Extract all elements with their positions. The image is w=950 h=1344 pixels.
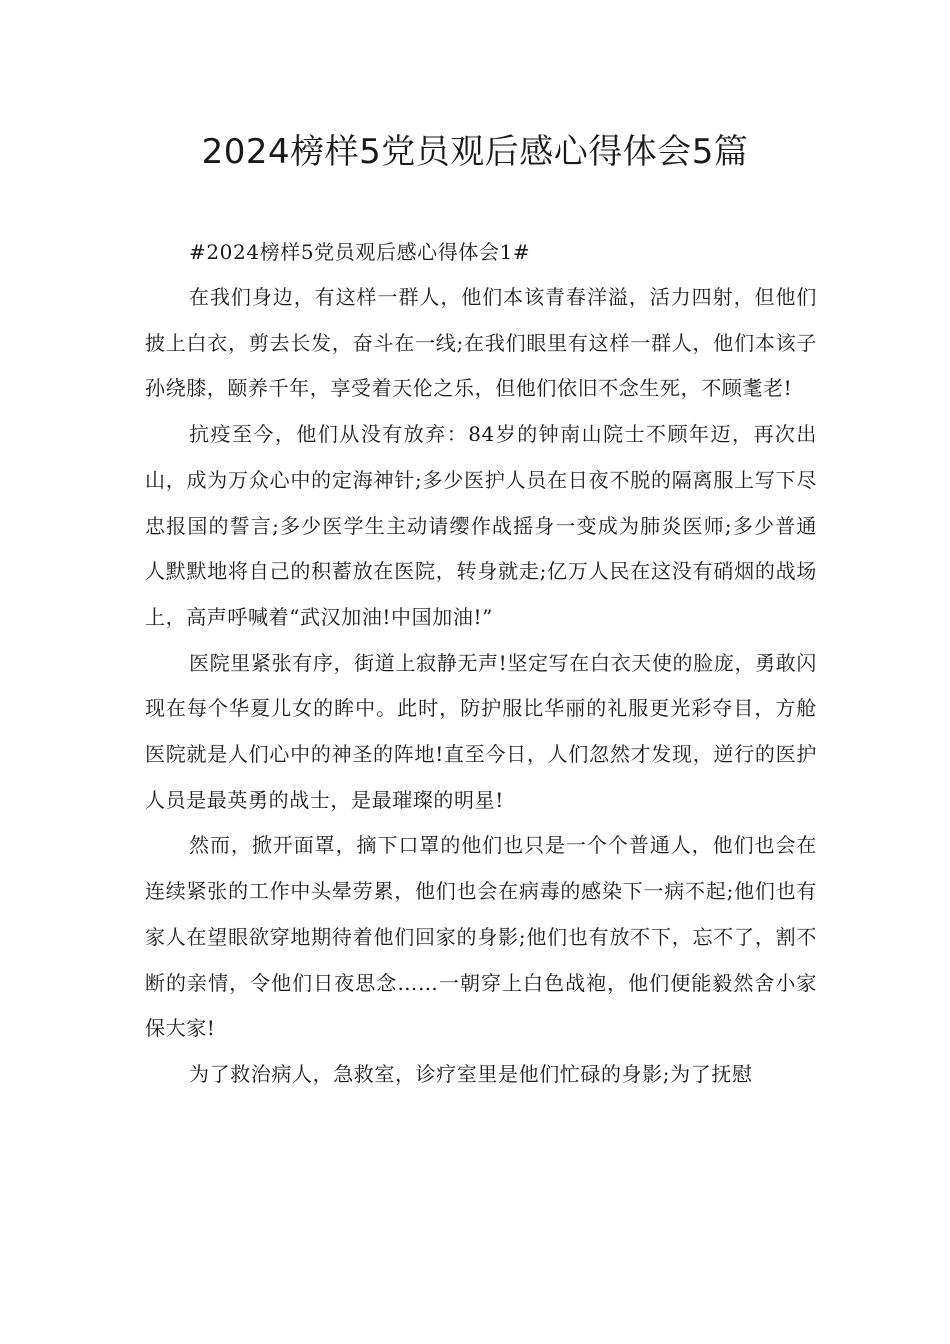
paragraph-4: 然而，掀开面罩，摘下口罩的他们也只是一个个普通人，他们也会在连续紧张的工作中头晕劳累，他们也会在病毒的感染下一病不起;他们也有家人在望眼欲穿地期待着他们回家的身影;他们也有放不下，忘不了，割不断的亲情，令他们日夜思念……一朝穿上白色战袍，他们便能毅然舍小家保大家! bbox=[145, 833, 817, 1041]
paragraph-3: 医院里紧张有序，街道上寂静无声!坚定写在白衣天使的脸庞，勇敢闪现在每个华夏儿女的眸中。此时，防护服比华丽的礼服更光彩夺目，方舱医院就是人们心中的神圣的阵地!直至今日，人们忽然才发现，逆行的医护人员是最英勇的战士，是最璀璨的明星! bbox=[145, 650, 817, 812]
paragraph-5: 为了救治病人，急救室，诊疗室里是他们忙碌的身影;为了抚慰 bbox=[189, 1061, 753, 1086]
document-body bbox=[145, 230, 817, 1098]
paragraph-2: 抗疫至今，他们从没有放弃：84岁的钟南山院士不顾年迈，再次出山，成为万众心中的定海神针;多少医护人员在日夜不脱的隔离服上写下尽忠报国的誓言;多少医学生主动请缨作战摇身一变成为肺炎医师;多少普通人默默地将自己的积蓄放在医院，转身就走;亿万人民在这没有硝烟的战场上，高声呼喊着“武汉加油!中国加油!” bbox=[145, 422, 817, 629]
paragraph-1: 在我们身边，有这样一群人，他们本该青春洋溢，活力四射，但他们披上白衣，剪去长发，奋斗在一线;在我们眼里有这样一群人，他们本该子孙绕膝，颐养千年，享受着天伦之乐，但他们依旧不念生死，不顾耄老! bbox=[145, 285, 817, 401]
section-heading: #2024榜样5党员观后感心得体会1# bbox=[189, 240, 531, 264]
document-title: 2024榜样5党员观后感心得体会5篇 bbox=[201, 132, 749, 172]
